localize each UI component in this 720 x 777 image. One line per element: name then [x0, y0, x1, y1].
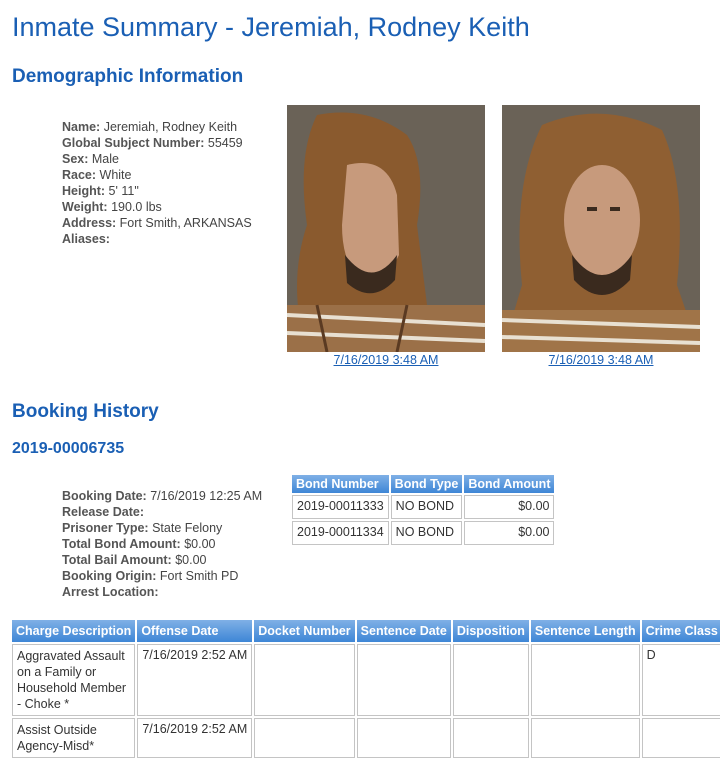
bond-type-cell: NO BOND	[391, 495, 463, 519]
field-booking-date: Booking Date: 7/16/2019 12:25 AM	[62, 489, 263, 503]
field-height: Height: 5' 11"	[62, 184, 139, 198]
mugshot-front-photo[interactable]	[502, 105, 700, 352]
charge-description-cell: Aggravated Assault on a Family or Household Member - Choke *	[12, 644, 135, 716]
table-row	[12, 718, 720, 758]
docket-number-cell	[254, 718, 354, 758]
field-release-date: Release Date:	[62, 505, 144, 519]
field-sex: Sex: Male	[62, 152, 119, 166]
bond-table	[290, 473, 556, 547]
table-row	[12, 644, 720, 716]
bond-amount-cell: $0.00	[464, 495, 554, 519]
field-global-subject-number: Global Subject Number: 55459	[62, 136, 243, 150]
field-name: Name: Jeremiah, Rodney Keith	[62, 120, 238, 134]
field-prisoner-type: Prisoner Type: State Felony	[62, 521, 223, 535]
demographic-info	[62, 119, 252, 247]
offense-date-cell: 7/16/2019 2:52 AM	[137, 718, 252, 758]
demographic-heading: Demographic Information	[12, 66, 244, 87]
disposition-cell	[453, 644, 529, 716]
bond-number-cell: 2019-00011333	[292, 495, 389, 519]
field-arrest-location: Arrest Location:	[62, 585, 159, 599]
bond-header-amount: Bond Amount	[464, 475, 554, 493]
charges-header-offense-date: Offense Date	[137, 620, 252, 642]
disposition-cell	[453, 718, 529, 758]
page-title: Inmate Summary - Jeremiah, Rodney Keith	[12, 12, 530, 42]
booking-number: 2019-00006735	[12, 440, 125, 457]
mugshot-profile-photo[interactable]	[287, 105, 485, 352]
bond-number-cell: 2019-00011334	[292, 521, 389, 545]
charges-header-sentence-date: Sentence Date	[357, 620, 451, 642]
mugshot-profile-date-link[interactable]: 7/16/2019 3:48 AM	[333, 353, 439, 367]
charge-description-cell: Assist Outside Agency-Misd*	[12, 718, 135, 758]
charges-header-disposition: Disposition	[453, 620, 529, 642]
charges-header-crime-class: Crime Class	[642, 620, 720, 642]
charges-header-docket-number: Docket Number	[254, 620, 354, 642]
charges-header-description: Charge Description	[12, 620, 135, 642]
field-booking-origin: Booking Origin: Fort Smith PD	[62, 569, 239, 583]
field-race: Race: White	[62, 168, 132, 182]
booking-history-heading: Booking History	[12, 401, 159, 422]
offense-date-cell: 7/16/2019 2:52 AM	[137, 644, 252, 716]
crime-class-cell: D	[642, 644, 720, 716]
field-weight: Weight: 190.0 lbs	[62, 200, 162, 214]
sentence-date-cell	[357, 718, 451, 758]
sentence-length-cell	[531, 644, 640, 716]
field-address: Address: Fort Smith, ARKANSAS	[62, 216, 252, 230]
table-row	[292, 521, 554, 545]
field-total-bail-amount: Total Bail Amount: $0.00	[62, 553, 207, 567]
table-row	[292, 495, 554, 519]
bond-header-type: Bond Type	[391, 475, 463, 493]
sentence-date-cell	[357, 644, 451, 716]
sentence-length-cell	[531, 718, 640, 758]
mugshot-front-date-link[interactable]: 7/16/2019 3:48 AM	[548, 353, 654, 367]
charges-header-sentence-length: Sentence Length	[531, 620, 640, 642]
field-aliases: Aliases:	[62, 232, 110, 246]
crime-class-cell	[642, 718, 720, 758]
charges-table	[10, 618, 720, 760]
bond-amount-cell: $0.00	[464, 521, 554, 545]
bond-header-number: Bond Number	[292, 475, 389, 493]
bond-type-cell: NO BOND	[391, 521, 463, 545]
field-total-bond-amount: Total Bond Amount: $0.00	[62, 537, 216, 551]
booking-info	[62, 488, 262, 600]
docket-number-cell	[254, 644, 354, 716]
